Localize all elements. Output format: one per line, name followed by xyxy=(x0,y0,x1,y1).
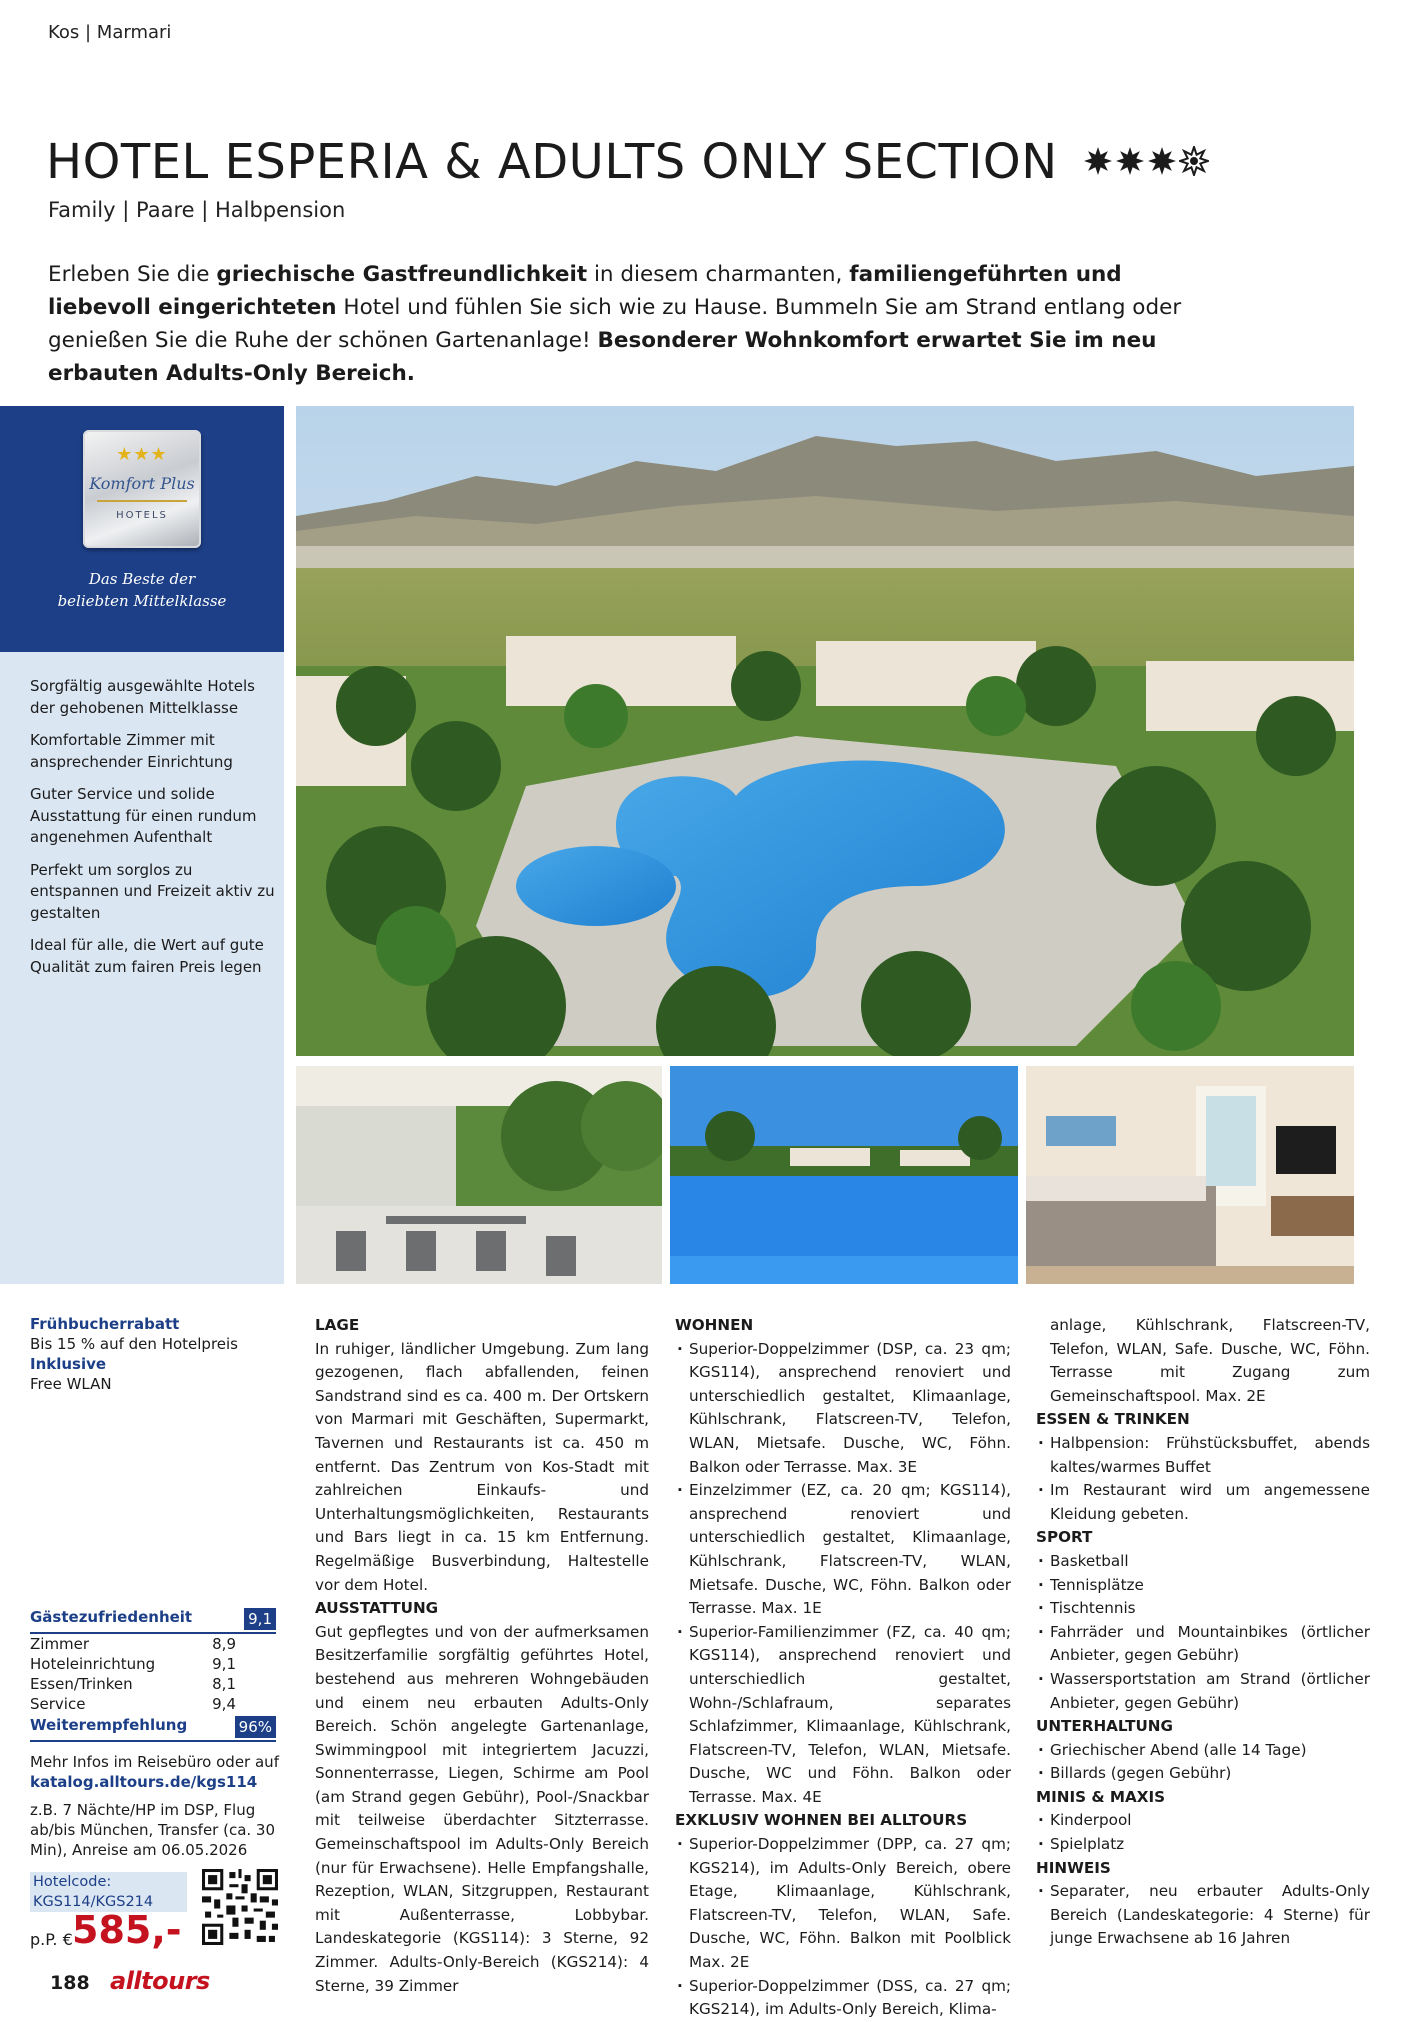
rating-row-value: 9,1 xyxy=(212,1655,236,1673)
price-value: 585,- xyxy=(72,1908,182,1952)
list-item: · Wassersportstation am Strand (örtlicher Anbieter, gegen Gebühr) xyxy=(1036,1668,1370,1715)
hotelcode-label: Hotelcode: xyxy=(33,1874,112,1890)
badge-sub: HOTELS xyxy=(116,510,168,521)
brand-logo: alltours xyxy=(110,1967,210,1995)
hotelcode-box xyxy=(30,1872,187,1912)
section-heading-lage: LAGE xyxy=(315,1316,360,1334)
wohnen-list xyxy=(675,1338,1011,1810)
hotel-room-photo xyxy=(1026,1066,1354,1284)
list-item: · Halbpension: Frühstücksbuffet, abends kaltes/warmes Buffet xyxy=(1036,1432,1370,1479)
sun-star-icon xyxy=(1115,146,1145,176)
rating-row-value: 8,9 xyxy=(212,1635,236,1653)
more-info xyxy=(30,1752,280,1792)
list-item: · Tennisplätze xyxy=(1036,1574,1370,1598)
section-heading-minis: MINIS & MAXIS xyxy=(1036,1787,1166,1806)
price-prefix: p.P. € xyxy=(30,1930,73,1949)
section-heading-wohnen: WOHNEN xyxy=(675,1316,754,1334)
badge-divider xyxy=(97,500,187,502)
restaurant-terrace-photo xyxy=(296,1066,662,1284)
section-heading-essen: ESSEN & TRINKEN xyxy=(1036,1410,1190,1429)
rating-row xyxy=(30,1694,236,1714)
rating-row-name: Hoteleinrichtung xyxy=(30,1655,156,1673)
hotel-name: HOTEL ESPERIA & ADULTS ONLY SECTION xyxy=(46,134,1058,190)
rating-row-name: Service xyxy=(30,1695,86,1713)
exklusiv-list xyxy=(675,1833,1011,2022)
feature-item: Komfortable Zimmer mit ansprechender Einrichtung xyxy=(30,731,233,771)
badge-name: Komfort Plus xyxy=(89,474,195,493)
unterhaltung-list xyxy=(1036,1739,1370,1786)
badge-tagline-line: Das Beste der xyxy=(88,570,196,588)
list-item: · Einzelzimmer (EZ, ca. 20 qm; KGS114), ansprechend renoviert und unterschiedlich gestaltet, Klimaanlage, Kühlschrank, Flatscreen-TV, WLAN, Mietsafe. Dusche, WC, Föhn. Balkon oder Terrasse. Max. 1E xyxy=(675,1479,1011,1621)
price-example: z.B. 7 Nächte/HP im DSP, Flug ab/bis München, Transfer (ca. 30 Min), Anreise am 06.05.2026 xyxy=(30,1801,276,1859)
rating-row-value: 9,4 xyxy=(212,1695,236,1713)
intro-part: Hotel und fühlen Sie sich wie zu Hause. Bummeln Sie am Strand entlang oder genießen Sie die Ruhe der schönen Gartenanlage! xyxy=(48,295,1182,353)
sun-star-outline-icon xyxy=(1179,146,1209,176)
ausstattung-text: Gut gepflegtes und von der aufmerksamen Besitzerfamilie sorgfältig geführtes Hotel, bestehend aus mehreren Wohngebäuden und einem neu erbauten Adults-Only Bereich. Schön angelegte Gartenanlage, Swimmingpool mit integriertem Jacuzzi, Sonnenterrasse, Liegen, Schirme am Pool (am Strand gegen Gebühr), Pool-/Snackbar mit teilweise überdachter Sitzterrasse. Gemeinschaftspool im Adults-Only Bereich (nur für Erwachsene). Helle Empfangshalle, Rezeption, WLAN, Sitzgruppen, Restaurant mit Außenterrasse, Lobbybar. Landeskategorie (KGS114): 3 Sterne, 92 Zimmer. Adults-Only-Bereich (KGS214): 4 Sterne, 39 Zimmer xyxy=(315,1622,649,1995)
sun-star-icon xyxy=(1083,146,1113,176)
badge-tagline-line: beliebten Mittelklasse xyxy=(57,592,227,610)
rating-header xyxy=(30,1608,276,1634)
list-item: · Fahrräder und Mountainbikes (örtlicher Anbieter, gegen Gebühr) xyxy=(1036,1621,1370,1668)
section-heading-ausstattung: AUSSTATTUNG xyxy=(315,1599,439,1618)
section-heading-exklusiv: EXKLUSIV WOHNEN BEI ALLTOURS xyxy=(675,1811,968,1830)
hotel-aerial-photo xyxy=(296,406,1354,1056)
list-item: · Billards (gegen Gebühr) xyxy=(1036,1762,1370,1786)
intro-bold: Besonderer Wohnkomfort erwartet Sie im neu erbauten Adults-Only Bereich. xyxy=(48,328,1157,386)
early-booking-label: Frühbucherrabatt xyxy=(30,1315,180,1333)
qr-code-icon[interactable] xyxy=(202,1869,278,1945)
description-column-1 xyxy=(315,1314,649,1998)
feature-item: Perfekt um sorglos zu entspannen und Freizeit aktiv zu gestalten xyxy=(30,860,275,922)
more-info-text: Mehr Infos im Reisebüro oder auf xyxy=(30,1753,279,1771)
section-heading-unterhaltung: UNTERHALTUNG xyxy=(1036,1717,1173,1736)
list-item: · Tischtennis xyxy=(1036,1597,1370,1621)
list-item: · Superior-Doppelzimmer (DSP, ca. 23 qm; KGS114), ansprechend renoviert und unterschiedlich gestaltet, Klimaanlage, Kühlschrank, Flatscreen-TV, Telefon, WLAN, Mietsafe. Dusche, WC, Föhn. Balkon oder Terrasse. Max. 3E xyxy=(675,1338,1011,1480)
list-item: · Basketball xyxy=(1036,1550,1370,1574)
offers-block xyxy=(30,1314,280,1394)
exklusiv-continuation: anlage, Kühlschrank, Flatscreen-TV, Telefon, WLAN, Safe. Dusche, WC, Föhn. Terrasse mit Zugang zum Gemeinschaftspool. Max. 2E xyxy=(1050,1316,1370,1405)
feature-item: Sorgfältig ausgewählte Hotels der gehobenen Mittelklasse xyxy=(30,677,255,717)
recommendation-label: Weiterempfehlung xyxy=(30,1716,188,1734)
list-item: · Griechischer Abend (alle 14 Tage) xyxy=(1036,1739,1370,1763)
list-item: · Superior-Doppelzimmer (DPP, ca. 27 qm; KGS214), im Adults-Only Bereich, obere Etage, Klimaanlage, Kühlschrank, Flatscreen-TV, Telefon, WLAN, Safe. Dusche, WC, Föhn. Balkon mit Poolblick Max. 2E xyxy=(675,1833,1011,1975)
section-heading-hinweis: HINWEIS xyxy=(1036,1858,1111,1877)
intro-bold: familiengeführten und liebevoll eingerichteten xyxy=(48,262,1122,320)
intro-bold: griechische Gastfreundlichkeit xyxy=(216,262,588,287)
list-item: · Kinderpool xyxy=(1036,1809,1370,1833)
recommendation-value: 96% xyxy=(235,1716,276,1738)
section-heading-sport: SPORT xyxy=(1036,1528,1093,1547)
lage-text: In ruhiger, ländlicher Umgebung. Zum lang gezogenen, flach abfallenden, feinen Sandstrand sind es ca. 400 m. Der Ortskern von Marmari mit Geschäften, Supermarkt, Tavernen und Restaurants ist ca. 450 m entfernt. Das Zentrum von Kos-Stadt mit zahlreichen Einkaufs- und Unterhaltungsmöglichkeiten, Restaurants und Bars liegt in ca. 15 km Entfernung. Regelmäßige Busverbindung, Haltestelle vor dem Hotel. xyxy=(315,1339,649,1594)
minis-list xyxy=(1036,1809,1370,1856)
feature-item: Guter Service und solide Ausstattung für einen rundum angenehmen Aufenthalt xyxy=(30,785,257,846)
pool-view-photo xyxy=(670,1066,1018,1284)
sport-list xyxy=(1036,1550,1370,1715)
list-item: · Separater, neu erbauter Adults-Only Bereich (Landeskategorie: 4 Sterne) für junge Erwachsene ab 16 Jahren xyxy=(1036,1880,1370,1951)
rating-row xyxy=(30,1654,236,1674)
intro-part: Erleben Sie die xyxy=(48,262,217,287)
guest-rating xyxy=(30,1608,276,1742)
rating-score: 9,1 xyxy=(244,1608,276,1630)
recommendation xyxy=(30,1716,276,1742)
hinweis-list xyxy=(1036,1880,1370,1951)
essen-list xyxy=(1036,1432,1370,1526)
description-column-3 xyxy=(1036,1314,1370,1951)
intro-text xyxy=(48,258,1208,390)
hotelcode-value: KGS114/KGS214 xyxy=(33,1894,154,1910)
hotel-subtitle: Family | Paare | Halbpension xyxy=(48,198,346,222)
komfort-plus-badge xyxy=(83,430,201,548)
hotel-stars xyxy=(1083,146,1209,176)
feature-item: Ideal für alle, die Wert auf gute Qualität zum fairen Preis legen xyxy=(30,936,264,976)
rating-row xyxy=(30,1674,236,1694)
intro-part: in diesem charmanten, xyxy=(587,262,850,287)
catalog-link[interactable]: katalog.alltours.de/kgs114 xyxy=(30,1773,258,1791)
description-column-2 xyxy=(675,1314,1011,2022)
list-item: · Im Restaurant wird um angemessene Kleidung gebeten. xyxy=(1036,1479,1370,1526)
early-booking-text: Bis 15 % auf den Hotelpreis xyxy=(30,1335,238,1353)
inclusive-text: Free WLAN xyxy=(30,1375,112,1393)
page-number: 188 xyxy=(50,1972,90,1994)
sun-star-icon xyxy=(1147,146,1177,176)
inclusive-label: Inklusive xyxy=(30,1355,107,1373)
rating-label: Gästezufriedenheit xyxy=(30,1608,193,1626)
badge-stars-icon: ★★★ xyxy=(116,444,168,465)
breadcrumb: Kos | Marmari xyxy=(48,22,172,43)
hotel-title xyxy=(46,134,1209,190)
rating-row-name: Zimmer xyxy=(30,1635,90,1653)
rating-row-value: 8,1 xyxy=(212,1675,236,1693)
rating-row-name: Essen/Trinken xyxy=(30,1675,133,1693)
feature-list xyxy=(30,676,280,989)
rating-row xyxy=(30,1634,236,1654)
list-item: · Spielplatz xyxy=(1036,1833,1370,1857)
list-item: · Superior-Familienzimmer (FZ, ca. 40 qm; KGS114), ansprechend renoviert und unterschiedlich gestaltet, Wohn-/Schlafraum, separates Schlafzimmer, Klimaanlage, Kühlschrank, Flatscreen-TV, Telefon, WLAN, Mietsafe. Dusche, WC und Föhn. Balkon oder Terrasse. Max. 4E xyxy=(675,1621,1011,1810)
badge-tagline xyxy=(0,568,284,612)
list-item: · Superior-Doppelzimmer (DSS, ca. 27 qm; KGS214), im Adults-Only Bereich, Klima- xyxy=(675,1975,1011,2022)
